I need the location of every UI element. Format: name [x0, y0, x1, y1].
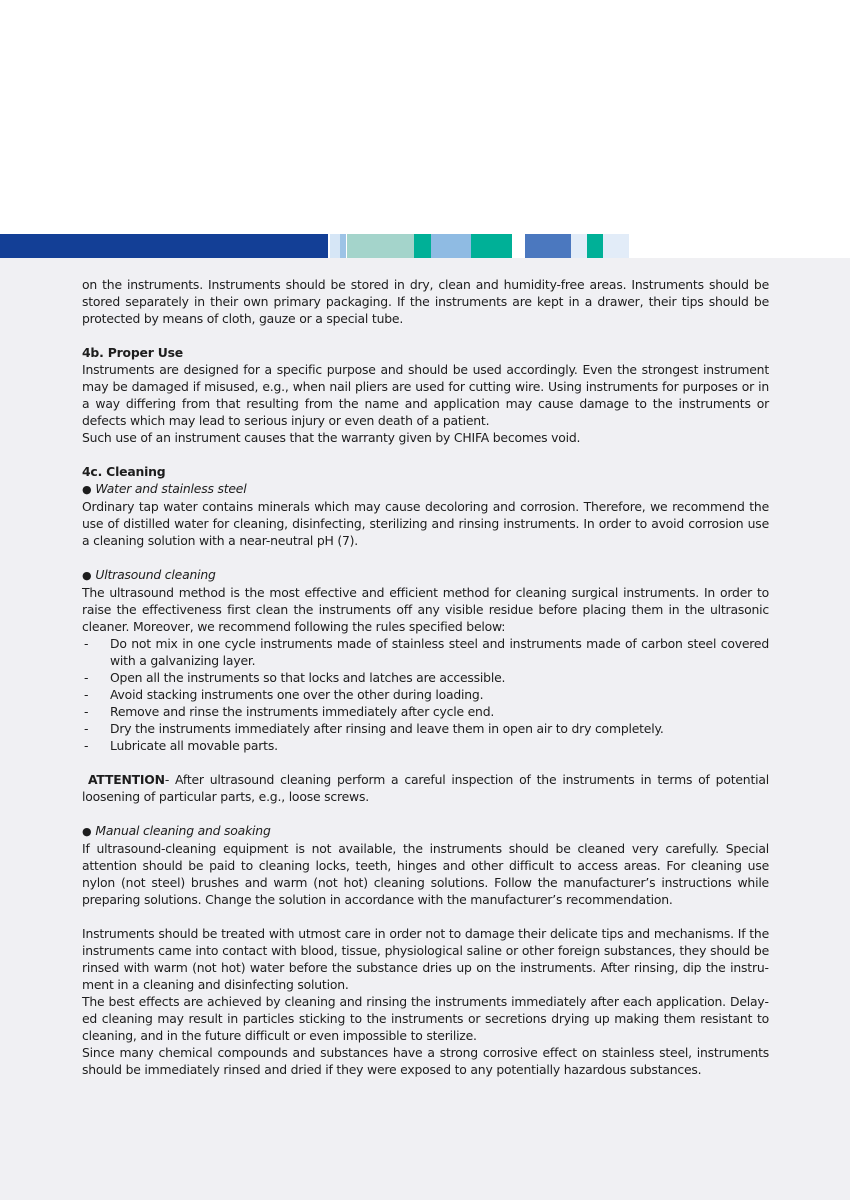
bullet-icon: ●: [82, 483, 92, 496]
subheading-ultrasound-label: Ultrasound cleaning: [95, 567, 216, 582]
subheading-water-label: Water and stainless steel: [95, 481, 247, 496]
stripe-gap: [512, 234, 525, 258]
stripe-teal-2: [471, 234, 512, 258]
stripe-sky: [431, 234, 471, 258]
list-item: - Do not mix in one cycle instruments made of stainless steel and instruments made of carbon steel covered with a galvanizing layer.: [82, 635, 769, 669]
attention-label: ATTENTION: [88, 772, 165, 787]
section-heading-proper-use: 4b. Proper Use: [82, 345, 183, 360]
warranty-paragraph: Such use of an instrument causes that the warranty given by CHIFA becomes void.: [82, 430, 581, 445]
document-body: [82, 276, 769, 1078]
stripe-pale-2: [603, 234, 629, 258]
intro-paragraph: on the instruments. Instruments should be stored in dry, clean and humidity-free areas. Instruments should be stored separately in their own primary packaging. If the instruments are kept in a drawer, their tips should be protected by means of cloth, gauze or a special tube.: [82, 277, 769, 326]
ultrasound-rules-list: [82, 635, 769, 754]
care-paragraph-2: The best effects are achieved by cleaning and rinsing the instruments immediately after each application. Delayed cleaning may result in particles sticking to the instruments or secretions drying up making them resistant to cleaning, and in the future difficult or even impossible to sterilize.: [82, 994, 769, 1043]
section-heading-cleaning: 4c. Cleaning: [82, 464, 166, 479]
manual-paragraph: If ultrasound-cleaning equipment is not available, the instruments should be cleaned very carefully. Special attention should be paid to cleaning locks, teeth, hinges and other difficult to access areas. For cleaning use nylon (not steel) brushes and warm (not hot) cleaning solutions. Follow the manufacturer’s instructions while preparing solutions. Change the solution in accordance with the manufacturer’s recommendation.: [82, 841, 769, 907]
list-item: - Remove and rinse the instruments immediately after cycle end.: [82, 703, 769, 720]
subheading-manual: [82, 822, 769, 840]
list-item: - Dry the instruments immediately after rinsing and leave them in open air to dry completely.: [82, 720, 769, 737]
attention-text: - After ultrasound cleaning perform a careful inspection of the instruments in terms of potential loosening of particular parts, e.g., loose screws.: [82, 772, 769, 804]
water-paragraph: Ordinary tap water contains minerals which may cause decoloring and corrosion. Therefore, we recommend the use of distilled water for cleaning, disinfecting, sterilizing and rinsing instruments. In order to avoid corrosion use a cleaning solution with a near-neutral pH (7).: [82, 499, 769, 548]
care-paragraph-1: Instruments should be treated with utmost care in order not to damage their delicate tips and mechanisms. If the instruments came into contact with blood, tissue, physiological saline or other foreign substances, they should be rinsed with warm (not hot) water before the substance dries up on the instruments. After rinsing, dip the instrument in a cleaning and disinfecting solution.: [82, 926, 769, 992]
stripe-pale-1: [571, 234, 587, 258]
list-item: - Avoid stacking instruments one over the other during loading.: [82, 686, 769, 703]
subheading-manual-label: Manual cleaning and soaking: [95, 823, 271, 838]
stripe-mid-blue: [525, 234, 571, 258]
subheading-water: [82, 480, 769, 498]
proper-use-paragraph: Instruments are designed for a specific purpose and should be used accordingly. Even the strongest instrument may be damaged if misused, e.g., when nail pliers are used for cutting wire. Using instruments for purposes or in a way differing from that resulting from the name and application may cause damage to the instruments or defects which may lead to serious injury or even death of a patient.: [82, 362, 769, 428]
attention-paragraph: [82, 771, 769, 805]
list-item: - Open all the instruments so that locks and latches are accessible.: [82, 669, 769, 686]
bullet-icon: ●: [82, 569, 92, 582]
stripe-mint: [347, 234, 414, 258]
stripe-teal-3: [587, 234, 603, 258]
subheading-ultrasound: [82, 566, 769, 584]
list-item: - Lubricate all movable parts.: [82, 737, 769, 754]
ultrasound-paragraph: The ultrasound method is the most effective and efficient method for cleaning surgical instruments. In order to raise the effectiveness first clean the instruments off any visible residue before placing them in the ultrasonic cleaner. Moreover, we recommend following the rules specified below:: [82, 585, 769, 634]
bullet-icon: ●: [82, 825, 92, 838]
stripe-teal-1: [414, 234, 431, 258]
stripe-navy: [0, 234, 328, 258]
care-paragraph-3: Since many chemical compounds and substances have a strong corrosive effect on stainless steel, instruments should be immediately rinsed and dried if they were exposed to any potentially hazardous substances.: [82, 1045, 769, 1077]
stripe-light-blue-2: [340, 234, 346, 258]
